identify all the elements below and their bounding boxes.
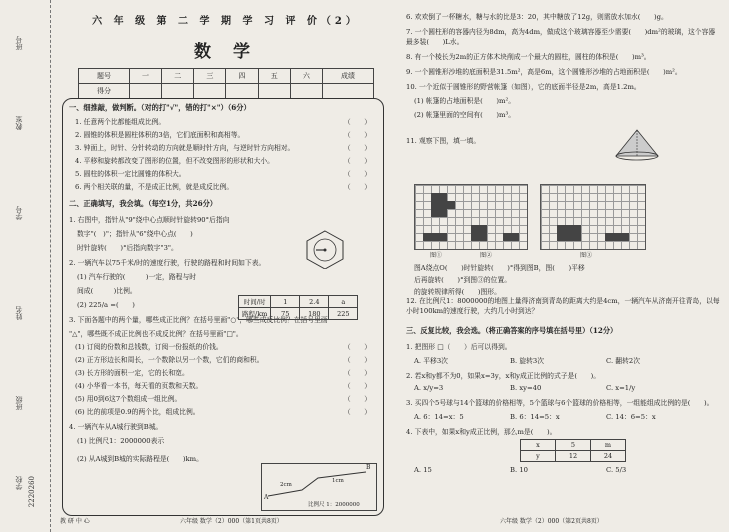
table-cell: 12 [556,451,591,462]
shape-block [447,201,455,209]
question-text: 9. 一个圆锥形沙堆的底面积是31.5m²，高是6m，这个圆锥形沙堆的占地面积是( )m²。 [406,68,682,76]
tent-figure [612,128,662,162]
question-text: 6. 欢欢倒了一杯糖水，糖与水的比是3：20，其中糖放了12g，则需放水加水( )g。 [406,13,668,21]
score-header-cell: 成绩 [322,69,373,84]
section-title: 一、细推敲，做判断。（对的打"√"，错的打"×"）（6分） [69,103,251,112]
choice-options: A. x/y=3 B. xy=40 C. x=1/y [414,384,636,392]
judge-item: 5. 圆柱的体积一定比圆锥的体积大。 （ ） [75,170,371,178]
clock-figure [303,229,347,269]
shape-block [605,233,629,241]
table-cell: m [591,440,626,451]
table-cell: 180 [300,308,329,320]
question-text: (1) 汽车行驶的( )一定，路程与时 [77,273,197,281]
question-text: 图A绕点O( )时针旋转( )°得到图B，图( )平移 [414,264,585,272]
binding-label: 班号 [15,36,23,50]
score-cell [129,84,161,99]
xy-table [520,439,626,462]
table-cell: 24 [591,451,626,462]
binding-label: 姓名 [15,306,23,320]
score-cell [162,84,194,99]
judge-item: 1. 任意两个比都能组成比例。 （ ） [75,118,371,126]
judge-item: 6. 两个相关联的量，不是成正比例，就是成反比例。 （ ） [75,183,371,191]
subject-title: 数 学 [194,42,258,62]
table-cell: x [521,440,556,451]
cut-line [50,0,51,532]
score-cell [194,84,226,99]
classify-item: (1) 订阅的份数和总钱数，订阅一份报纸的价钱。 （ ） [75,343,371,351]
choice-options: A. 平移3次 B. 旋转3次 C. 翻转2次 [414,357,640,365]
question-text: (1) 帐篷的占地面积是( )m²。 [414,97,516,105]
table-cell: 2.4 [300,296,329,308]
question-text: 10. 一个近似于圆锥形的野营帐篷（如图），它的底面半径是2m，高是1.2m。 [406,83,641,91]
figure-label: 图② [480,252,493,259]
question-box-left [62,98,384,516]
choice-question: 2. 若x和y都不为0，如果x=3y，x和y成正比例的式子是( )。 [406,372,601,380]
score-header-cell: 题号 [79,69,130,84]
map-figure [261,463,377,511]
score-header-cell: 五 [258,69,290,84]
score-cell [290,84,322,99]
table-cell: 75 [271,308,300,320]
map-distance: 1cm [332,478,344,484]
judge-item: 3. 钟面上，时针、分针转动的方向就是顺时针方向，与逆时针方向相对。 （ ） [75,144,371,152]
speed-table [238,295,358,320]
question-text: "△"，哪些既不成正比例也不成反比例？在括号里画"□"。 [69,330,243,338]
question-text: 2. 一辆汽车以75千米/时的速度行驶，行驶的路程和时间如下表。 [69,259,266,267]
question-text: 8. 有一个棱长为2m的正方体木块削成一个最大的圆柱，圆柱的体积是( )m³。 [406,53,651,61]
choice-question: 1. 把图形 □（ ）后可以得到。 [406,343,512,351]
binding-label: 学号 [15,206,23,220]
question-text: 间成( )比例。 [77,287,137,295]
question-text: 4. 一辆汽车从A城行驶到B城。 [69,423,163,431]
score-header-cell: 四 [226,69,258,84]
binding-label: 教室 [15,116,23,130]
choice-question: 4. 下表中，如果x和y成正比例，那么m是( )。 [406,428,557,436]
binding-label: 班级 [15,396,23,410]
classify-item: (3) 长方形的面积一定，它的长和宽。 （ ） [75,369,371,377]
classify-item: (2) 正方形边长和周长，一个数除以另一个数，它们的商和积。 （ ） [75,356,371,364]
shape-block [503,233,519,241]
choice-options: A. 15 B. 10 C. 5/3 [414,466,627,474]
judge-item: 2. 圆锥的体积是圆柱体积的3倍，它们底面积和高相等。 （ ） [75,131,371,139]
score-header-cell: 三 [194,69,226,84]
shape-block [557,225,581,241]
shape-block [423,233,447,241]
question-text: (2) 帐篷里面的空间有( )m³。 [414,111,516,119]
map-label-a: A [264,494,269,501]
question-text: 12. 在比例尺1：8000000的地图上量得济南到青岛的距离大约是4cm，一辆汽车从济南开往青岛，以每小时100km的速度行驶，大约几小时到达？ [406,297,720,315]
map-distance: 2cm [280,482,292,488]
judge-item: 4. 平移和旋转都改变了图形的位置，但不改变图形的形状和大小。 （ ） [75,157,371,165]
choice-options: A. 6：14=x：5 B. 6：14=5：x C. 14：6=5：x [414,413,656,421]
classify-item: (4) 小华看一本书，每天看的页数和天数。 （ ） [75,382,371,390]
question-text: (1) 比例尺1：2000000表示 [77,437,165,445]
score-cell [226,84,258,99]
map-scale: 比例尺 1：2000000 [308,502,360,508]
figure-label: 图① [430,252,443,259]
figure-label: 图③ [580,252,593,259]
question-text: (2) 从A城到B城的实际路程是( )km。 [77,455,203,463]
classify-item: (6) 比的前项是0.9的两个比，组成比例。 （ ） [75,408,371,416]
left-page [56,6,396,526]
score-table [78,68,374,99]
map-label-b: B [366,464,371,471]
exam-title: 六 年 级 第 二 学 期 学 习 评 价（2） [92,16,360,27]
score-cell [322,84,373,99]
rotation-grid-right [540,184,646,250]
score-header-cell: 二 [162,69,194,84]
footer-page-right: 六年级 数学（2）000（第2页共8页） [500,518,603,525]
question-text: (2) 225/a =( ) [77,301,135,309]
shape-block [431,193,447,217]
question-text: 7. 一个圆柱形的容器内径为8dm，高为4dm，做成这个玻璃容器至少需要( )dm²的玻璃，这个容器最多装( )L水。 [406,28,716,46]
shape-block [471,225,487,241]
table-cell: y [521,451,556,462]
table-cell: a [329,296,358,308]
binding-serial: 2220260 [28,476,36,508]
question-text: 后再旋转( )°到图③的位置。 [414,276,512,284]
score-header-cell: 一 [129,69,161,84]
binding-strip [4,6,48,526]
score-cell [258,84,290,99]
score-row-label: 得分 [79,84,130,99]
footer-left: 教 研 中 心 [60,518,90,525]
section-title: 二、正确填写，我会填。（每空1分，共26分） [69,199,217,208]
question-text: 数字"( )"；指针从"6"绕中心点( ) [77,230,193,238]
table-cell: 路程/km [239,308,271,320]
question-text: 1. 右图中，指针从"9"绕中心点顺时针旋转90°后指向 [69,216,230,224]
binding-label: 学校 [15,476,23,490]
table-cell: 225 [329,308,358,320]
table-cell: 时间/时 [239,296,271,308]
question-text: 的旋转规律所得( )图形。 [414,288,501,296]
choice-question: 3. 买四个5号球与14个篮球的价格相等，5个篮球与6个篮球的价格相等，一组能组成比例的是( )。 [406,399,714,407]
table-cell: 5 [556,440,591,451]
score-header-cell: 六 [290,69,322,84]
rotation-grid-left [414,184,528,250]
question-text: 11. 观察下图，填一填。 [406,137,481,145]
right-page [400,6,724,526]
question-text: 3. 下面各题中的两个量，哪些成正比例？在括号里画"○"，哪些成反比例？在括号里画 [69,316,328,324]
classify-item: (5) 用0到6这7个数组成一组比例。 （ ） [75,395,371,403]
question-text: 时针旋转( )°后指向数字"3"。 [77,244,178,252]
section-title: 三、反复比较，我会选。（将正确答案的序号填在括号里）（12分） [406,326,618,335]
footer-page-left: 六年级 数学（2）000（第1页共8页） [180,518,283,525]
table-cell: 1 [271,296,300,308]
